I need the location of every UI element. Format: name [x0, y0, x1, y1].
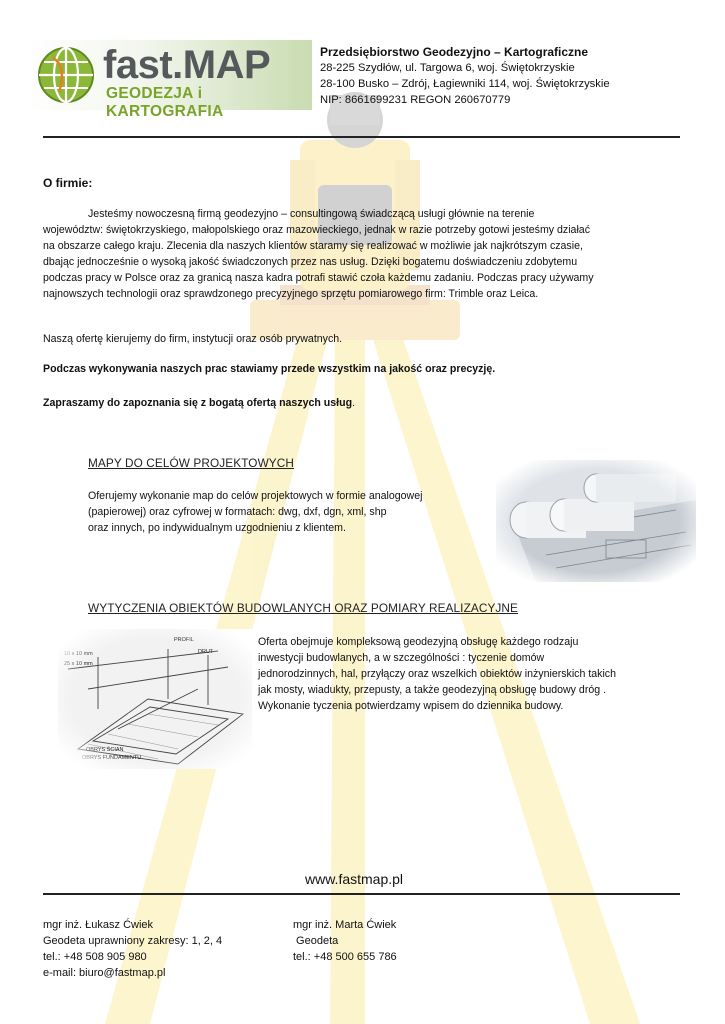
- offer-paragraph: Naszą ofertę kierujemy do firm, instytucji oraz osób prywatnych.: [43, 333, 343, 345]
- website-link[interactable]: www.fastmap.pl: [305, 871, 404, 887]
- about-line: dbając jednocześnie o wysoką jakość świadczonych przez nas usług. Dzięki bogatemu doświadczeniu zdobytemu: [43, 256, 578, 268]
- contact-title: Geodeta uprawniony zakresy: 1, 2, 4: [43, 935, 223, 947]
- about-line: podczas pracy w Polsce oraz za granicą nasza kadra potrafi stawić czoła każdemu zadaniu. Podczas pracy używamy: [43, 272, 594, 284]
- maps-line: Oferujemy wykonanie map do celów projektowych w formie analogowej: [88, 490, 423, 502]
- staking-line: Wykonanie tyczenia potwierdzamy wpisem do dziennika budowy.: [258, 700, 564, 712]
- maps-line: (papierowej) oraz cyfrowej w formatach: dwg, dxf, dgn, xml, shp: [88, 506, 387, 518]
- about-line: województw: świętokrzyskiego, małopolskiego oraz mazowieckiego, jednak w razie potrzeby gotowi jesteśmy działać: [43, 224, 590, 236]
- logo-subtitle: GEODEZJA i KARTOGRAFIA: [106, 85, 224, 120]
- header-divider: [43, 136, 680, 138]
- about-line: najnowszych technologii oraz sprawdzonego precyzyjnego sprzętu pomiarowego firm: Trimble oraz Leica.: [43, 288, 539, 300]
- company-address-1: 28-225 Szydłów, ul. Targowa 6, woj. Świętokrzyskie: [320, 62, 575, 74]
- invite-paragraph: [43, 395, 663, 411]
- contact-name: mgr inż. Łukasz Ćwiek: [43, 919, 154, 931]
- company-logo: [27, 40, 312, 120]
- invite-period: .: [352, 397, 356, 409]
- invite-text: Zapraszamy do zapoznania się z bogatą ofertą naszych usług: [43, 397, 353, 409]
- contact-marta: [293, 917, 397, 965]
- staking-line: jednorodzinnych, hal, przyłączy oraz wszelkich obiektów inżynierskich takich: [258, 668, 616, 680]
- contact-lukasz: [43, 917, 222, 981]
- staking-line: Oferta obejmuje kompleksową geodezyjną obsługę każdego rodzaju: [258, 636, 579, 648]
- staking-line: jak mosty, wiadukty, przepusty, a także geodezyjną obsługę budowy dróg .: [258, 684, 607, 696]
- contact-phone[interactable]: tel.: +48 500 655 786: [293, 951, 397, 963]
- globe-icon: [35, 44, 97, 106]
- staking-section-text: [258, 634, 688, 714]
- contact-phone[interactable]: tel.: +48 508 905 980: [43, 951, 147, 963]
- rolled-maps-photo: [496, 460, 696, 582]
- about-line: Jesteśmy nowoczesną firmą geodezyjno – consultingową świadczącą usługi głównie na terenie: [88, 208, 535, 220]
- construction-sketch-photo: [58, 629, 252, 769]
- staking-section-title: WYTYCZENIA OBIEKTÓW BUDOWLANYCH ORAZ POMIARY REALIZACYJNE: [88, 601, 519, 615]
- maps-line: oraz innych, po indywidualnym uzgodnieniu z klientem.: [88, 522, 346, 534]
- about-line: na obszarze całego kraju. Zlecenia dla naszych klientów staramy się realizować w możliwie jak najkrótszym czasie,: [43, 240, 583, 252]
- maps-section-title: MAPY DO CELÓW PROJEKTOWYCH: [88, 456, 295, 470]
- maps-section-text: [88, 488, 498, 536]
- company-tax-ids: NIP: 8661699231 REGON 260670779: [320, 94, 511, 106]
- company-name: Przedsiębiorstwo Geodezyjno – Kartograficzne: [320, 45, 589, 59]
- about-heading: O firmie:: [43, 176, 93, 190]
- company-address-2: 28-100 Busko – Zdrój, Łagiewniki 114, woj. Świętokrzyskie: [320, 78, 610, 90]
- quality-paragraph: Podczas wykonywania naszych prac stawiamy przede wszystkim na jakość oraz precyzję.: [43, 363, 496, 375]
- company-info: [320, 44, 610, 108]
- contact-title: Geodeta: [293, 935, 339, 947]
- footer-divider: [43, 893, 680, 895]
- logo-title: fast.MAP: [103, 43, 271, 87]
- about-paragraph: [43, 206, 683, 302]
- contact-email[interactable]: e-mail: biuro@fastmap.pl: [43, 967, 166, 979]
- contact-name: mgr inż. Marta Ćwiek: [293, 919, 397, 931]
- staking-line: inwestycji budowlanych, a w szczególności : tyczenie domów: [258, 652, 545, 664]
